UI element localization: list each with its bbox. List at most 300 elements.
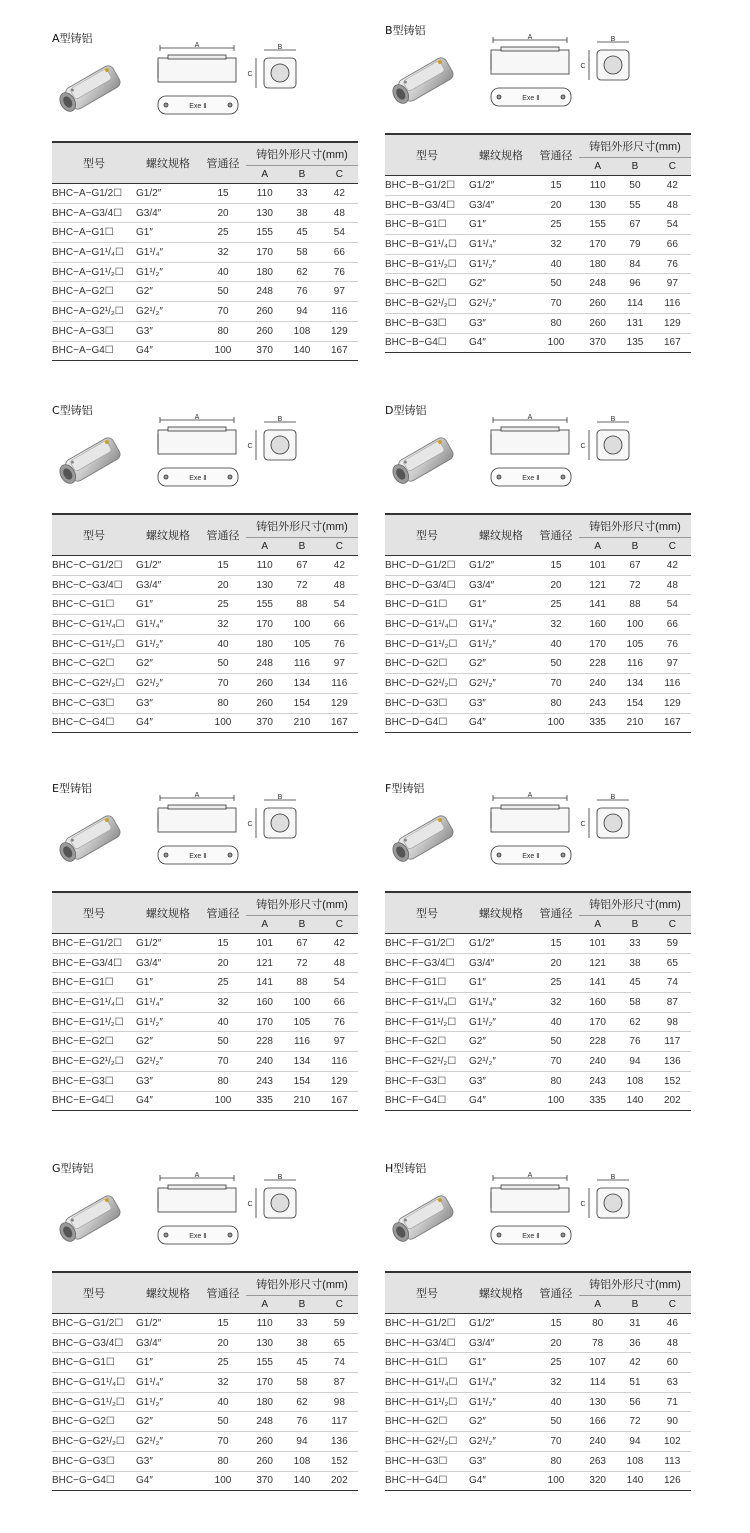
bore-cell: 32 (200, 615, 246, 635)
bore-cell: 80 (200, 321, 246, 341)
dim-c-cell: 74 (321, 1353, 358, 1373)
model-cell: BHC−D−G1¹/₂☐ (385, 634, 469, 654)
panel-type-h (385, 1160, 691, 1500)
thread-cell: G2¹/₂″ (136, 1052, 200, 1072)
bore-cell: 70 (533, 674, 579, 694)
table-row (52, 993, 358, 1013)
bore-cell: 25 (533, 973, 579, 993)
model-cell: BHC−D−G1¹/₄☐ (385, 615, 469, 635)
dim-a-cell: 155 (246, 1353, 283, 1373)
bore-cell: 32 (200, 243, 246, 263)
dim-a-cell: 260 (579, 294, 616, 314)
dim-c-cell: 129 (654, 313, 691, 333)
dimension-c-label: C (580, 443, 586, 450)
bore-cell: 15 (533, 176, 579, 196)
dim-c-cell: 97 (321, 654, 358, 674)
dim-a-cell: 243 (246, 1071, 283, 1091)
dim-a-cell: 80 (579, 1314, 616, 1334)
thread-cell: G1/2″ (469, 934, 533, 954)
col-model-header: 型号 (52, 514, 136, 556)
dim-a-cell: 260 (246, 302, 283, 322)
bore-cell: 50 (533, 1412, 579, 1432)
dim-b-cell: 105 (616, 634, 653, 654)
dim-a-cell: 228 (579, 1032, 616, 1052)
thread-cell: G2¹/₂″ (136, 674, 200, 694)
spec-table (52, 1271, 358, 1491)
thread-cell: G3″ (136, 693, 200, 713)
table-row (52, 262, 358, 282)
model-cell: BHC−E−G3☐ (52, 1071, 136, 1091)
dim-b-cell: 38 (283, 203, 320, 223)
col-c-header: C (654, 1296, 691, 1314)
model-cell: BHC−B−G3☐ (385, 313, 469, 333)
dim-c-cell: 76 (321, 262, 358, 282)
dim-c-cell: 116 (654, 674, 691, 694)
dim-b-cell: 105 (283, 634, 320, 654)
col-thread-header: 螺纹规格 (136, 892, 200, 934)
bore-cell: 70 (200, 1052, 246, 1072)
table-row (52, 556, 358, 576)
dim-b-cell: 108 (616, 1071, 653, 1091)
dim-b-cell: 45 (616, 973, 653, 993)
dim-a-cell: 110 (246, 556, 283, 576)
dim-c-cell: 48 (321, 953, 358, 973)
exe-marking: Exe Ⅱ (522, 1233, 540, 1240)
bore-cell: 20 (533, 1333, 579, 1353)
bore-cell: 32 (200, 993, 246, 1013)
exe-marking: Exe Ⅱ (189, 475, 207, 482)
dim-b-cell: 134 (616, 674, 653, 694)
dim-a-cell: 130 (579, 1392, 616, 1412)
dim-a-cell: 130 (246, 575, 283, 595)
thread-cell: G3/4″ (136, 203, 200, 223)
bore-cell: 70 (200, 674, 246, 694)
col-bore-header: 管通径 (533, 892, 579, 934)
dim-c-cell: 97 (321, 1032, 358, 1052)
thread-cell: G1¹/₂″ (136, 1012, 200, 1032)
model-cell: BHC−E−G2¹/₂☐ (52, 1052, 136, 1072)
model-cell: BHC−C−G2☐ (52, 654, 136, 674)
panel-title: G型铸铝 (52, 1162, 94, 1175)
table-row (52, 282, 358, 302)
bore-cell: 20 (200, 1333, 246, 1353)
table-row (52, 184, 358, 204)
col-c-header: C (321, 166, 358, 184)
dim-c-cell: 116 (321, 1052, 358, 1072)
dim-a-cell: 240 (579, 674, 616, 694)
bore-cell: 32 (200, 1373, 246, 1393)
col-dims-header: 铸铝外形尺寸(mm) (579, 1272, 691, 1296)
exe-marking: Exe Ⅱ (522, 853, 540, 860)
dim-b-cell: 116 (283, 654, 320, 674)
product-photo (385, 1178, 465, 1258)
col-thread-header: 螺纹规格 (136, 514, 200, 556)
model-cell: BHC−G−G1/2☐ (52, 1314, 136, 1334)
dim-a-cell: 260 (579, 313, 616, 333)
spec-table (385, 891, 691, 1111)
dim-a-cell: 228 (579, 654, 616, 674)
table-row (385, 1471, 691, 1491)
model-cell: BHC−A−G3/4☐ (52, 203, 136, 223)
thread-cell: G1¹/₄″ (469, 993, 533, 1013)
panel-type-f (385, 780, 691, 1120)
dim-a-cell: 335 (246, 1091, 283, 1111)
col-a-header: A (246, 916, 283, 934)
model-cell: BHC−C−G4☐ (52, 713, 136, 733)
table-row (52, 575, 358, 595)
dim-b-cell: 134 (283, 674, 320, 694)
table-row (52, 934, 358, 954)
model-cell: BHC−B−G2¹/₂☐ (385, 294, 469, 314)
dimension-c-label: C (247, 821, 253, 828)
thread-cell: G3″ (136, 321, 200, 341)
dim-a-cell: 170 (579, 634, 616, 654)
model-cell: BHC−G−G4☐ (52, 1471, 136, 1491)
dim-c-cell: 129 (654, 693, 691, 713)
thread-cell: G3″ (469, 313, 533, 333)
dimension-a-label: A (194, 414, 200, 421)
table-row (52, 1451, 358, 1471)
dim-b-cell: 100 (616, 615, 653, 635)
bore-cell: 100 (200, 713, 246, 733)
dim-a-cell: 228 (246, 1032, 283, 1052)
table-row (52, 203, 358, 223)
dim-a-cell: 260 (246, 674, 283, 694)
dim-c-cell: 42 (321, 184, 358, 204)
product-photo (52, 798, 132, 878)
table-row (385, 294, 691, 314)
dim-b-cell: 72 (616, 575, 653, 595)
table-row (52, 1012, 358, 1032)
dim-c-cell: 167 (321, 1091, 358, 1111)
dimension-b-label: B (277, 44, 283, 51)
dim-a-cell: 248 (246, 282, 283, 302)
dim-a-cell: 141 (579, 973, 616, 993)
dim-b-cell: 140 (616, 1091, 653, 1111)
model-cell: BHC−A−G1¹/₄☐ (52, 243, 136, 263)
thread-cell: G3/4″ (469, 575, 533, 595)
dim-c-cell: 48 (654, 575, 691, 595)
col-bore-header: 管通径 (200, 1272, 246, 1314)
col-bore-header: 管通径 (533, 134, 579, 176)
table-row (52, 615, 358, 635)
model-cell: BHC−E−G1¹/₄☐ (52, 993, 136, 1013)
dim-c-cell: 42 (321, 934, 358, 954)
dim-b-cell: 105 (283, 1012, 320, 1032)
table-row (385, 634, 691, 654)
col-c-header: C (654, 538, 691, 556)
model-cell: BHC−H−G2☐ (385, 1412, 469, 1432)
col-c-header: C (654, 158, 691, 176)
dim-b-cell: 33 (283, 1314, 320, 1334)
model-cell: BHC−A−G1☐ (52, 223, 136, 243)
dim-c-cell: 126 (654, 1471, 691, 1491)
table-row (385, 1412, 691, 1432)
model-cell: BHC−H−G2¹/₂☐ (385, 1432, 469, 1452)
model-cell: BHC−H−G4☐ (385, 1471, 469, 1491)
dimension-b-label: B (277, 1174, 283, 1181)
thread-cell: G2¹/₂″ (136, 302, 200, 322)
col-thread-header: 螺纹规格 (136, 142, 200, 184)
col-a-header: A (579, 158, 616, 176)
col-bore-header: 管通径 (533, 514, 579, 556)
dim-a-cell: 121 (579, 575, 616, 595)
dim-b-cell: 94 (616, 1432, 653, 1452)
dim-a-cell: 180 (246, 634, 283, 654)
dim-c-cell: 116 (654, 294, 691, 314)
thread-cell: G1¹/₂″ (469, 254, 533, 274)
table-row (385, 1032, 691, 1052)
col-b-header: B (283, 1296, 320, 1314)
dim-b-cell: 50 (616, 176, 653, 196)
dim-a-cell: 170 (246, 1012, 283, 1032)
dim-b-cell: 76 (283, 282, 320, 302)
table-row (52, 1373, 358, 1393)
dim-b-cell: 100 (283, 615, 320, 635)
table-row (52, 674, 358, 694)
thread-cell: G4″ (136, 1471, 200, 1491)
table-row (52, 654, 358, 674)
col-c-header: C (654, 916, 691, 934)
dim-b-cell: 42 (616, 1353, 653, 1373)
thread-cell: G1¹/₄″ (469, 1373, 533, 1393)
panel-title: B型铸铝 (385, 24, 426, 37)
dim-b-cell: 88 (283, 973, 320, 993)
model-cell: BHC−H−G3/4☐ (385, 1333, 469, 1353)
spec-table (385, 133, 691, 353)
bore-cell: 15 (533, 556, 579, 576)
model-cell: BHC−D−G2¹/₂☐ (385, 674, 469, 694)
dim-c-cell: 136 (321, 1432, 358, 1452)
dim-a-cell: 110 (246, 1314, 283, 1334)
table-row (385, 556, 691, 576)
table-row (385, 333, 691, 353)
dim-a-cell: 260 (246, 693, 283, 713)
table-row (385, 274, 691, 294)
table-row (52, 1353, 358, 1373)
dim-c-cell: 97 (654, 654, 691, 674)
dim-b-cell: 134 (283, 1052, 320, 1072)
spec-table (385, 1271, 691, 1491)
table-row (52, 1392, 358, 1412)
thread-cell: G4″ (136, 1091, 200, 1111)
dim-b-cell: 94 (616, 1052, 653, 1072)
thread-cell: G1″ (136, 1353, 200, 1373)
table-row (385, 973, 691, 993)
thread-cell: G2″ (136, 654, 200, 674)
dim-a-cell: 160 (579, 615, 616, 635)
dim-a-cell: 170 (246, 615, 283, 635)
thread-cell: G1″ (469, 595, 533, 615)
thread-cell: G2¹/₂″ (469, 1052, 533, 1072)
dim-c-cell: 42 (321, 556, 358, 576)
bore-cell: 40 (200, 1392, 246, 1412)
thread-cell: G3/4″ (136, 953, 200, 973)
col-dims-header: 铸铝外形尺寸(mm) (579, 134, 691, 158)
panel-type-d (385, 402, 691, 742)
col-dims-header: 铸铝外形尺寸(mm) (246, 892, 358, 916)
table-row (385, 575, 691, 595)
thread-cell: G1″ (469, 1353, 533, 1373)
table-row (52, 1412, 358, 1432)
dim-c-cell: 167 (321, 713, 358, 733)
table-row (385, 1052, 691, 1072)
thread-cell: G1¹/₄″ (136, 993, 200, 1013)
col-b-header: B (283, 166, 320, 184)
dim-c-cell: 152 (654, 1071, 691, 1091)
bore-cell: 25 (200, 223, 246, 243)
dimension-b-label: B (610, 36, 616, 43)
dim-c-cell: 71 (654, 1392, 691, 1412)
dim-b-cell: 33 (283, 184, 320, 204)
bore-cell: 32 (533, 235, 579, 255)
dim-b-cell: 210 (283, 713, 320, 733)
model-cell: BHC−C−G1☐ (52, 595, 136, 615)
dim-c-cell: 48 (654, 195, 691, 215)
spec-table (52, 513, 358, 733)
dim-a-cell: 180 (246, 262, 283, 282)
dim-a-cell: 370 (579, 333, 616, 353)
spec-table (52, 141, 358, 361)
dim-a-cell: 160 (246, 993, 283, 1013)
table-row (52, 595, 358, 615)
dim-a-cell: 243 (579, 1071, 616, 1091)
col-dims-header: 铸铝外形尺寸(mm) (246, 514, 358, 538)
bore-cell: 15 (533, 934, 579, 954)
dim-c-cell: 136 (654, 1052, 691, 1072)
bore-cell: 100 (200, 1091, 246, 1111)
col-dims-header: 铸铝外形尺寸(mm) (246, 1272, 358, 1296)
table-row (385, 654, 691, 674)
col-b-header: B (616, 916, 653, 934)
thread-cell: G1/2″ (136, 556, 200, 576)
model-cell: BHC−A−G1/2☐ (52, 184, 136, 204)
dim-c-cell: 152 (321, 1451, 358, 1471)
thread-cell: G1¹/₂″ (136, 1392, 200, 1412)
col-a-header: A (246, 1296, 283, 1314)
table-row (385, 993, 691, 1013)
dim-a-cell: 155 (246, 595, 283, 615)
model-cell: BHC−D−G2☐ (385, 654, 469, 674)
dimension-drawing (138, 790, 358, 882)
thread-cell: G3/4″ (469, 1333, 533, 1353)
model-cell: BHC−E−G2☐ (52, 1032, 136, 1052)
thread-cell: G3″ (469, 1071, 533, 1091)
dimension-b-label: B (277, 416, 283, 423)
table-row (52, 1091, 358, 1111)
exe-marking: Exe Ⅱ (189, 103, 207, 110)
bore-cell: 32 (533, 1373, 579, 1393)
table-row (52, 1052, 358, 1072)
product-photo (52, 48, 132, 128)
model-cell: BHC−B−G1☐ (385, 215, 469, 235)
dim-a-cell: 248 (246, 1412, 283, 1432)
thread-cell: G2¹/₂″ (136, 1432, 200, 1452)
thread-cell: G1¹/₄″ (136, 243, 200, 263)
dim-b-cell: 38 (616, 953, 653, 973)
bore-cell: 20 (533, 575, 579, 595)
bore-cell: 100 (533, 1091, 579, 1111)
dim-a-cell: 370 (246, 713, 283, 733)
dim-b-cell: 154 (616, 693, 653, 713)
dim-c-cell: 59 (654, 934, 691, 954)
dimension-b-label: B (610, 416, 616, 423)
dim-b-cell: 108 (283, 1451, 320, 1471)
col-model-header: 型号 (52, 142, 136, 184)
dim-a-cell: 114 (579, 1373, 616, 1393)
bore-cell: 100 (533, 713, 579, 733)
thread-cell: G4″ (469, 333, 533, 353)
exe-marking: Exe Ⅱ (189, 853, 207, 860)
thread-cell: G3″ (469, 693, 533, 713)
col-thread-header: 螺纹规格 (469, 892, 533, 934)
bore-cell: 25 (200, 1353, 246, 1373)
col-a-header: A (579, 916, 616, 934)
thread-cell: G3″ (469, 1451, 533, 1471)
dim-c-cell: 129 (321, 693, 358, 713)
thread-cell: G1¹/₄″ (136, 1373, 200, 1393)
panel-type-c (52, 402, 358, 742)
model-cell: BHC−E−G3/4☐ (52, 953, 136, 973)
table-row (385, 693, 691, 713)
bore-cell: 80 (533, 1451, 579, 1471)
thread-cell: G1/2″ (136, 1314, 200, 1334)
table-row (52, 243, 358, 263)
dim-a-cell: 335 (579, 1091, 616, 1111)
model-cell: BHC−D−G1☐ (385, 595, 469, 615)
dim-c-cell: 98 (321, 1392, 358, 1412)
bore-cell: 40 (200, 634, 246, 654)
product-photo (52, 1178, 132, 1258)
bore-cell: 25 (533, 1353, 579, 1373)
dim-a-cell: 335 (579, 713, 616, 733)
dimension-c-label: C (247, 443, 253, 450)
model-cell: BHC−A−G4☐ (52, 341, 136, 361)
dim-b-cell: 72 (283, 575, 320, 595)
dim-a-cell: 320 (579, 1471, 616, 1491)
table-row (52, 1471, 358, 1491)
dimension-a-label: A (527, 34, 533, 41)
dim-b-cell: 114 (616, 294, 653, 314)
model-cell: BHC−H−G1¹/₄☐ (385, 1373, 469, 1393)
col-dims-header: 铸铝外形尺寸(mm) (246, 142, 358, 166)
model-cell: BHC−F−G1/2☐ (385, 934, 469, 954)
model-cell: BHC−G−G2¹/₂☐ (52, 1432, 136, 1452)
dim-c-cell: 97 (321, 282, 358, 302)
exe-marking: Exe Ⅱ (522, 95, 540, 102)
table-row (385, 1432, 691, 1452)
col-bore-header: 管通径 (200, 514, 246, 556)
dim-b-cell: 131 (616, 313, 653, 333)
model-cell: BHC−E−G1/2☐ (52, 934, 136, 954)
model-cell: BHC−A−G2¹/₂☐ (52, 302, 136, 322)
dim-c-cell: 54 (654, 215, 691, 235)
dim-a-cell: 170 (246, 243, 283, 263)
dim-b-cell: 88 (283, 595, 320, 615)
dimension-a-label: A (194, 1172, 200, 1179)
table-row (385, 235, 691, 255)
table-row (52, 713, 358, 733)
model-cell: BHC−E−G1¹/₂☐ (52, 1012, 136, 1032)
bore-cell: 70 (533, 1432, 579, 1452)
product-photo (52, 420, 132, 500)
dim-b-cell: 62 (283, 1392, 320, 1412)
bore-cell: 40 (533, 1392, 579, 1412)
thread-cell: G4″ (136, 341, 200, 361)
dim-c-cell: 65 (321, 1333, 358, 1353)
dim-b-cell: 79 (616, 235, 653, 255)
model-cell: BHC−F−G2☐ (385, 1032, 469, 1052)
